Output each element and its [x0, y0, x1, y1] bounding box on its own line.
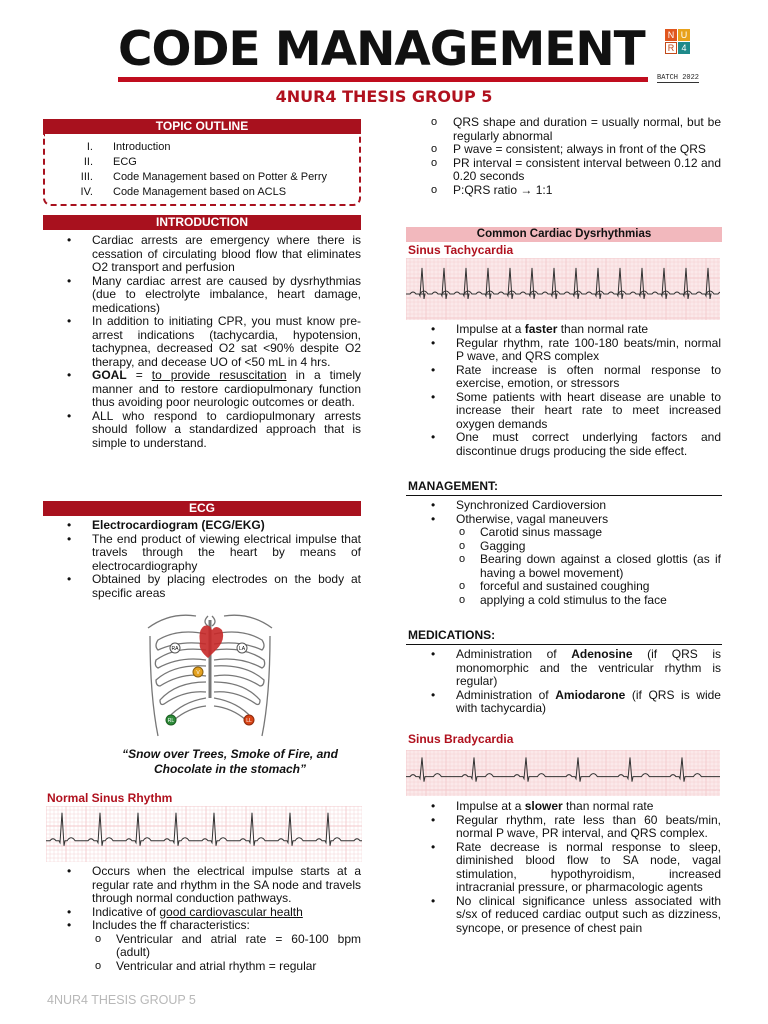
list-subitem: o PR interval = consistent interval between 0.12 and 0.20 seconds	[409, 157, 721, 184]
electrode-label-ra: RA	[171, 646, 179, 652]
batch-label: BATCH 2022	[657, 74, 700, 82]
list-subitem: o Carotid sinus massage	[409, 526, 721, 540]
list-item: • Impulse at a slower than normal rate	[409, 800, 721, 814]
list-item: • Regular rhythm, rate 100-180 beats/min, normal P wave, and QRS complex	[409, 337, 721, 364]
sinus-tachy-heading: Sinus Tachycardia	[408, 243, 514, 257]
logo-letter-u: U	[678, 29, 690, 41]
list-subitem: o P:QRS ratio → 1:1	[409, 184, 721, 198]
list-item: • Cardiac arrests are emergency where there is cessation of circulating blood flow that eliminates O2 transport and perfusion	[45, 234, 361, 275]
title-underline	[118, 77, 648, 82]
electrode-label-ll: LL	[246, 718, 252, 724]
normal-sinus-heading: Normal Sinus Rhythm	[47, 791, 173, 805]
topic-outline-list	[43, 140, 361, 200]
list-item: • Regular rhythm, rate less than 60 beats/min, normal P wave, PR interval, and QRS complex.	[409, 814, 721, 841]
electrode-label-rl: RL	[167, 718, 175, 724]
ecg-heading: ECG	[43, 501, 361, 516]
list-item: • Rate decrease is normal response to sleep, diminished blood flow to SA node, vagal stimulation, hypothyroidism, increased intracranial pressure, or pharmacologic agents	[409, 841, 721, 895]
list-subitem: o QRS shape and duration = usually normal, but be regularly abnormal	[409, 116, 721, 143]
list-item: • Obtained by placing electrodes on the body at specific areas	[45, 573, 361, 600]
list-item: • Otherwise, vagal maneuvers	[409, 513, 721, 527]
list-item: • Indicative of good cardiovascular health	[45, 906, 361, 920]
logo-letter-4: 4	[678, 42, 690, 54]
sinus-tachy-list	[409, 323, 721, 458]
list-item: • Many cardiac arrest are caused by dysrhythmias (due to electrolyte imbalance, heart damage, medications)	[45, 275, 361, 316]
outline-item[interactable]: II. ECG	[83, 156, 137, 168]
sinus-brady-ecg-strip	[406, 750, 720, 796]
list-item: • In addition to initiating CPR, you must know pre-arrest indications (tachycardia, hypotension, tachypnea, decreased O2 sat <90% despite O2 therapy, and decease UO of <50 mL in 4 hrs.	[45, 315, 361, 369]
outline-item[interactable]: IV. Code Management based on ACLS	[80, 186, 287, 198]
ecg-grid-background	[406, 258, 720, 320]
dysrhythmias-heading: Common Cardiac Dysrhythmias	[406, 227, 722, 242]
list-subitem: o forceful and sustained coughing	[409, 580, 721, 594]
topic-outline-heading: TOPIC OUTLINE	[43, 119, 361, 134]
management-heading: MANAGEMENT:	[408, 479, 498, 493]
list-item: • GOAL = to provide resuscitation in a timely manner and to restore cardiopulmonary function thus avoiding poor neurologic outcomes or death.	[45, 369, 361, 410]
list-item: • Synchronized Cardioversion	[409, 499, 721, 513]
list-item: • Rate increase is often normal response to exercise, emotion, or stressors	[409, 364, 721, 391]
page-footer: 4NUR4 THESIS GROUP 5	[47, 993, 196, 1007]
list-subitem: o Bearing down against a closed glottis (as if having a bowel movement)	[409, 553, 721, 580]
normal-sinus-list-continued	[409, 116, 721, 197]
mnemonic-quote: “Snow over Trees, Smoke of Fire, and Chocolate in the stomach”	[122, 747, 338, 776]
logo-letter-r: R	[665, 42, 677, 54]
list-item: • ALL who respond to cardiopulmonary arrests should follow a standardized approach that is simple to understand.	[45, 410, 361, 451]
list-item: • Electrocardiogram (ECG/EKG)	[45, 519, 361, 533]
list-item: • The end product of viewing electrical impulse that travels through the heart by means of electrocardiography	[45, 533, 361, 574]
electrode-label-v: V	[196, 670, 200, 676]
medications-heading: MEDICATIONS:	[408, 628, 496, 642]
list-subitem: o Gagging	[409, 540, 721, 554]
normal-sinus-ecg-strip	[46, 806, 362, 862]
list-item: • Impulse at a faster than normal rate	[409, 323, 721, 337]
sinus-brady-heading: Sinus Bradycardia	[408, 732, 514, 746]
list-item: • Administration of Adenosine (if QRS is monomorphic and the ventricular rhythm is regular)	[409, 648, 721, 689]
introduction-heading: INTRODUCTION	[43, 215, 361, 230]
list-item: • No clinical significance unless associated with s/sx of reduced cardiac output such as dizziness, syncope, or presence of chest pain	[409, 895, 721, 936]
introduction-list	[45, 234, 361, 450]
management-list	[409, 499, 721, 607]
list-item: • Includes the ff characteristics:	[45, 919, 361, 933]
ecg-list	[45, 519, 361, 600]
ecg-grid-background	[406, 750, 720, 796]
medications-list	[409, 648, 721, 716]
chest-electrode-diagram	[140, 606, 280, 742]
outline-item[interactable]: I. Introduction	[86, 141, 171, 153]
page-title: CODE MANAGEMENT	[118, 22, 645, 77]
list-subitem: o applying a cold stimulus to the face	[409, 594, 721, 608]
medications-divider	[406, 644, 722, 645]
outline-item[interactable]: III. Code Management based on Potter & Perry	[80, 171, 328, 183]
list-subitem: o Ventricular and atrial rhythm = regular	[45, 960, 361, 974]
management-divider	[406, 495, 722, 496]
list-item: • Occurs when the electrical impulse starts at a regular rate and rhythm in the SA node and travels through normal conduction pathways.	[45, 865, 361, 906]
normal-sinus-list	[45, 865, 361, 973]
electrode-label-la: LA	[238, 646, 246, 652]
sinus-tachy-ecg-strip	[406, 258, 720, 320]
page-subtitle: 4NUR4 THESIS GROUP 5	[275, 87, 493, 106]
list-item: • Administration of Amiodarone (if QRS is wide with tachycardia)	[409, 689, 721, 716]
list-subitem: o P wave = consistent; always in front of the QRS	[409, 143, 721, 157]
logo-letter-n: N	[665, 29, 677, 41]
sinus-brady-list	[409, 800, 721, 935]
list-item: • One must correct underlying factors and discontinue drugs producing the side effect.	[409, 431, 721, 458]
list-item: • Some patients with heart disease are unable to increase their heart rate to meet increased oxygen demands	[409, 391, 721, 432]
list-subitem: o Ventricular and atrial rate = 60-100 bpm (adult)	[45, 933, 361, 960]
